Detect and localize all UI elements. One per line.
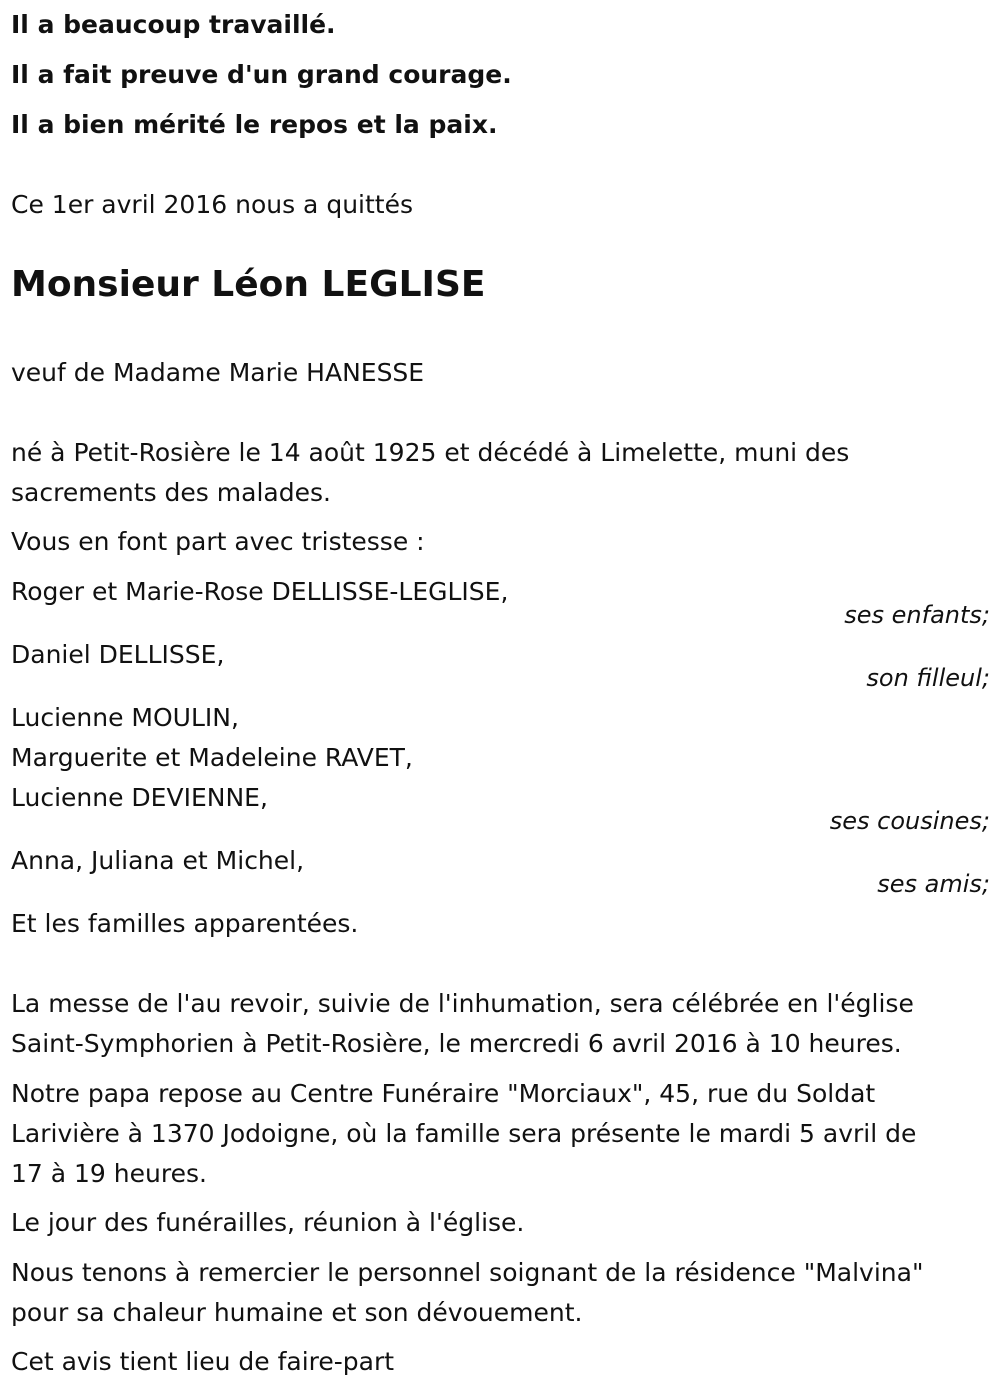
cousin-line-2: Marguerite et Madeleine RAVET, <box>11 743 413 772</box>
birth-line-1: né à Petit-Rosière le 14 août 1925 et décédé à Limelette, muni des <box>11 438 850 467</box>
relatives-text: Et les familles apparentées. <box>11 909 359 938</box>
mass-line-1: La messe de l'au revoir, suivie de l'inhumation, sera célébrée en l'église <box>11 989 914 1018</box>
epigraph-line-1: Il a beaucoup travaillé. <box>11 10 336 39</box>
birth-line-2: sacrements des malades. <box>11 478 331 507</box>
deceased-name: Monsieur Léon LEGLISE <box>11 264 486 305</box>
cousins-relation: ses cousines; <box>829 807 990 835</box>
rest-line-1: Notre papa repose au Centre Funéraire "Morciaux", 45, rue du Soldat <box>11 1079 876 1108</box>
thanks-line-2: pour sa chaleur humaine et son dévouement. <box>11 1298 583 1327</box>
rest-line-3: 17 à 19 heures. <box>11 1159 207 1188</box>
children-relation: ses enfants; <box>844 601 990 629</box>
friends-relation: ses amis; <box>877 870 990 898</box>
epigraph-line-2: Il a fait preuve d'un grand courage. <box>11 60 512 89</box>
children-names: Roger et Marie-Rose DELLISSE-LEGLISE, <box>11 577 509 606</box>
cousin-line-1: Lucienne MOULIN, <box>11 703 239 732</box>
epigraph-line-3: Il a bien mérité le repos et la paix. <box>11 110 498 139</box>
mass-line-2: Saint-Symphorien à Petit-Rosière, le mercredi 6 avril 2016 à 10 heures. <box>11 1029 902 1058</box>
widower-text: veuf de Madame Marie HANESSE <box>11 358 425 387</box>
meeting-text: Le jour des funérailles, réunion à l'église. <box>11 1208 525 1237</box>
rest-line-2: Larivière à 1370 Jodoigne, où la famille sera présente le mardi 5 avril de <box>11 1119 917 1148</box>
cousin-line-3: Lucienne DEVIENNE, <box>11 783 268 812</box>
announce-text: Vous en font part avec tristesse : <box>11 527 425 556</box>
godson-relation: son filleul; <box>866 664 990 692</box>
thanks-line-1: Nous tenons à remercier le personnel soignant de la résidence "Malvina" <box>11 1258 924 1287</box>
intro-text: Ce 1er avril 2016 nous a quittés <box>11 190 413 219</box>
godson-name: Daniel DELLISSE, <box>11 640 225 669</box>
closing-text: Cet avis tient lieu de faire-part <box>11 1347 395 1376</box>
friends-names: Anna, Juliana et Michel, <box>11 846 305 875</box>
